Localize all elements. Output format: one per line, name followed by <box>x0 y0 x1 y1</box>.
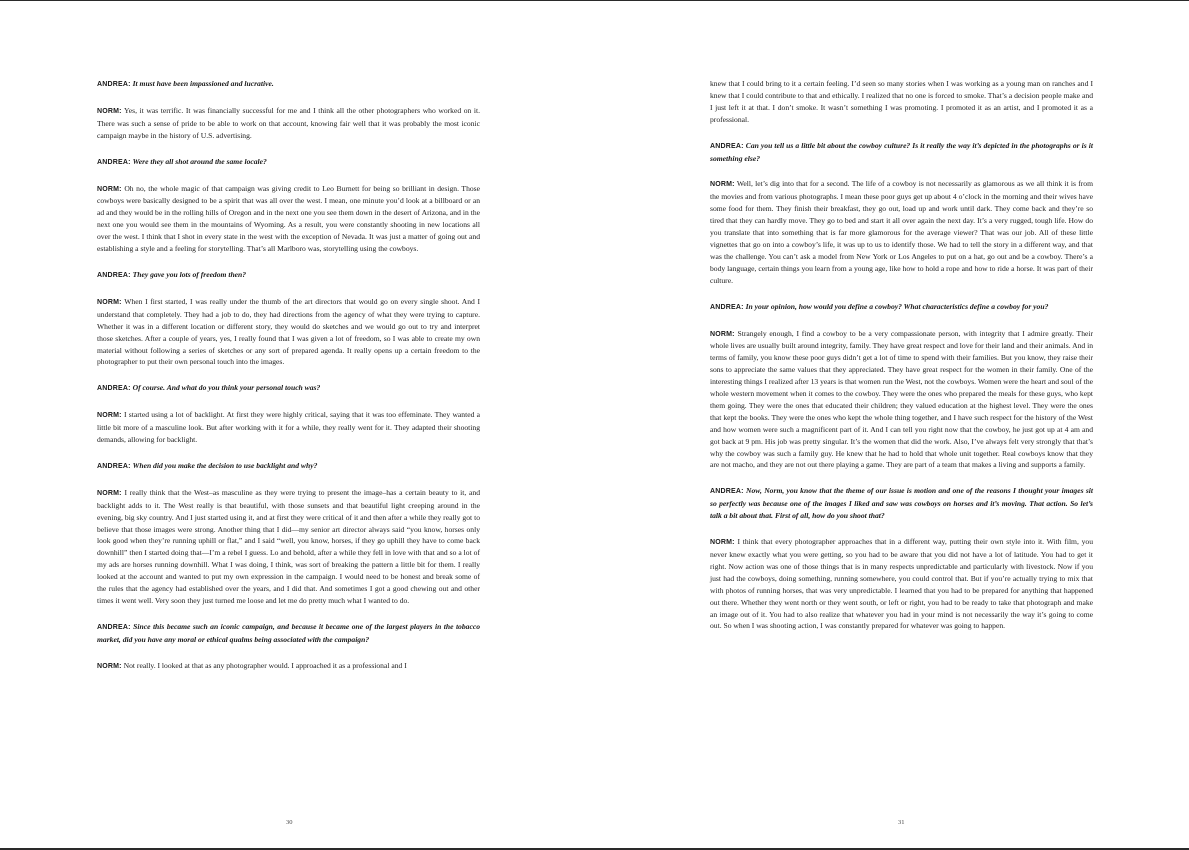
interview-answer <box>97 487 480 607</box>
right-page-column <box>710 78 1093 646</box>
speaker-label: ANDREA: <box>97 81 131 88</box>
interview-question <box>97 621 480 646</box>
question-text: Were they all shot around the same locale? <box>132 156 267 166</box>
question-text: Since this became such an iconic campaign, and because it became one of the largest players in the tobacco market, did you have any moral or ethical qualms being associated with the campaign? <box>97 621 480 644</box>
speaker-label: NORM: <box>97 185 122 193</box>
speaker-label: NORM: <box>710 330 735 338</box>
speaker-label: NORM: <box>710 539 735 547</box>
speaker-label: NORM: <box>97 489 122 497</box>
question-text: When did you make the decision to use backlight and why? <box>132 460 318 470</box>
interview-answer <box>97 296 480 368</box>
speaker-label: ANDREA: <box>710 303 744 311</box>
answer-text: I think that every photographer approaches that in a different way, putting their own style into it. With film, you never knew exactly what you were getting, so you had to be aware that you did not have a lot of latitude. You had to get it right. Now action was one of those things that is in many respects unpredictable and particularly with livestock. Now if you just had the cowboys, doing something, running somewhere, you could control that. But if you’re actually trying to mix that with photos of running horses, that was very unpredictable. I learned that you had to be prepared for anything that happened out there. Whether they went north or they went south, or left or right, you had to be ready to take that photograph and make an image out of it. You had to also realize that whatever you had in your mind is not necessarily the way it’s going to come out. So when I was shooting action, I was constantly prepared for whatever was going to happen. <box>710 537 1094 631</box>
speaker-label: NORM: <box>97 412 122 420</box>
continued-paragraph: knew that I could bring to it a certain feeling. I’d seen so many stories when I was working as a young man on ranches and I knew that I could contribute to that and ethically. I realized that no one is forced to smoke. That’s a decision people make and I just left it at that. I don’t smoke. It wasn’t something I was promoting. I promoted it as an artist, and I promoted it as a professional. <box>710 79 1093 124</box>
answer-text: I started using a lot of backlight. At first they were highly critical, saying that it was too effeminate. They wanted a little bit more of a masculine look. But after working with it for a while, they really went for it. They adapted their shooting demands, allowing for backlight. <box>97 410 481 445</box>
interview-question <box>97 156 480 169</box>
interview-answer <box>97 183 480 255</box>
speaker-label: ANDREA: <box>710 142 744 150</box>
speaker-label: ANDREA: <box>97 158 131 166</box>
interview-question <box>710 485 1093 522</box>
speaker-label: ANDREA: <box>97 623 131 631</box>
answer-text: Well, let’s dig into that for a second. The life of a cowboy is not necessarily as glamorous as we all think it is from the movies and from various photographs. I mean these poor guys get up about 4 o’clock in the morning and their wives have some food for them. They finish their breakfast, they go out, load up and work until dark. They come back and they’re so tired that they can hardly move. They go to bed and start it all over again the next day. It’s a very rugged, tough life. How do you translate that into something that is far more glamorous for the average viewer? That was our job. All of these little vignettes that go on into a cowboy’s life, it was up to us to identify those. We had to tell the story in a different way, and that was the challenge. You can’t ask a model from New York or Los Angeles to put on a hat, go out and be a cowboy. There’s a body language, certain things you learn from a young age, like how to hold a rope and how to ride a horse. It was part of their culture. <box>710 179 1094 285</box>
page-number-right: 31 <box>898 819 905 826</box>
interview-question <box>97 78 480 91</box>
interview-answer <box>97 660 480 673</box>
page-number-left: 30 <box>286 819 293 826</box>
left-page-column <box>97 78 480 687</box>
question-text: Can you tell us a little bit about the cowboy culture? Is it really the way it’s depicted in the photographs or is it something else? <box>710 140 1093 163</box>
interview-question <box>710 140 1093 165</box>
speaker-label: ANDREA: <box>97 462 131 470</box>
speaker-label: NORM: <box>97 107 122 115</box>
question-text: Now, Norm, you know that the theme of our issue is motion and one of the reasons I thought your images sit so perfectly was because one of the images I liked and saw was cowboys on horses and it’s moving. That action. So let’s talk a bit about that. First of all, how do you shoot that? <box>710 486 1093 521</box>
speaker-label: NORM: <box>97 662 122 670</box>
speaker-label: ANDREA: <box>710 488 744 496</box>
speaker-label: NORM: <box>710 181 735 189</box>
answer-text: Not really. I looked at that as any photographer would. I approached it as a professional and I <box>123 660 407 670</box>
question-text: It must have been impassioned and lucrative. <box>132 79 274 88</box>
interview-answer <box>710 536 1093 632</box>
question-text: Of course. And what do you think your personal touch was? <box>132 383 321 393</box>
interview-question <box>97 382 480 395</box>
interview-answer <box>710 178 1093 286</box>
interview-question <box>97 460 480 473</box>
top-border-line <box>0 0 1189 1</box>
answer-text: Oh no, the whole magic of that campaign was giving credit to Leo Burnett for being so brilliant in design. Those cowboys were basically designed to be a spirit that was all over the west. I mean, one minute you’d look at a billboard or an ad and they would be in the rolling hills of Oregon and in the next one you see them down in the desert of Arizona, and in the next one you would see them in the mountains of Wyoming. As a result, you were constantly shooting in new locations all over the west. I think that I shot in every state in the west with the exception of Nevada. It was just a matter of going out and establishing a style and a feeling for storytelling. That’s all Marlboro was, storytelling using the cowboys. <box>97 183 480 254</box>
interview-answer <box>97 409 480 446</box>
interview-answer <box>710 328 1093 472</box>
question-text: They gave you lots of freedom then? <box>132 269 247 279</box>
question-text: In your opinion, how would you define a cowboy? What characteristics define a cowboy for you? <box>745 301 1049 311</box>
answer-text: When I first started, I was really under the thumb of the art directors that would go on every single shoot. And I understand that completely. They had a job to do, they had directions from the agency of what they were trying to capture. Whether it was in a different location or different story, they would do sketches and we would go out to try and interpret those sketches. After a couple of years, yes, I really found that I was given a lot of freedom, so I was able to create my own material without following a series of sketches or any sort of prepared agenda. It really opens up a certain freedom to the photographer to put their own personal touch into the images. <box>97 296 480 367</box>
answer-text: Strangely enough, I find a cowboy to be a very compassionate person, with integrity that I admire greatly. Their whole lives are usually built around integrity, family. They have great respect and love for their land and their animals. And in terms of family, you know these poor guys didn’t get a lot of time to spend with their families. But you know, they raise their sons to appreciate the same values that they appreciated. They have great respect for the women in their family. One of the interesting things I realized after 13 years is that women run the West, not the cowboys. Women were the heart and soul of the whole western movement when it comes to the cowboy. They were the ones who prepared the meals for these guys, who kept them going. They were the ones that educated their children; they valued education at the highest level. They were the ones that kept the books. They were the ones who kept the whole thing together, and I have such respect for the history of the West and how women were such a magnificent part of it. And I can tell you right now that the cowboy, he just got up at 4 am and got back at 9 pm. His job was pretty singular. It’s the women that did the work. Also, I’ve always felt very strongly that that’s why the cowboy was such a family guy. He knew that he had to hold that whole unit together. Real cowboys know that they are not macho, and they are not out there playing a game. They are part of a team that makes a living and supports a family. <box>710 328 1093 470</box>
speaker-label: ANDREA: <box>97 271 131 279</box>
speaker-label: ANDREA: <box>97 385 131 393</box>
interview-question <box>97 269 480 282</box>
speaker-label: NORM: <box>97 298 122 306</box>
answer-text: Yes, it was terrific. It was financially successful for me and I think all the other photographers who worked on it. There was such a sense of pride to be able to work on that account, knowing fair well that it was probably the most iconic campaign maybe in the history of U.S. advertising. <box>97 105 480 140</box>
answer-text: I really think that the West–as masculine as they were trying to present the image–has a certain beauty to it, and backlight adds to it. The West really is that beautiful, with those sunsets and that beautiful light creeping around in the evening, big sky country. And I just started using it, and at first they were critical of it and then after a while they really got to believe that those images were strong. Another thing that I did—my senior art director always said “you know, horses only look good when they’re running uphill or flat,” and I said “well, you know, horses, if they go uphill they have to come back downhill” then I started doing that—I’m a rebel I guess. Lo and behold, after a while they fell in love with that and so a lot of my ads are horses running downhill. What I was doing, I think, was sort of breaking the pattern a little bit for them. I really looked at the account and wanted to put my own expression in the campaign. I would need to be honest and break some of the rules that the agency had established over the years, and I did that. And sometimes I got a good chewing out and other times it went well. Very soon they just turned me loose and let me do pretty much what I wanted to do. <box>97 487 480 605</box>
interview-answer <box>97 105 480 142</box>
interview-question <box>710 301 1093 314</box>
